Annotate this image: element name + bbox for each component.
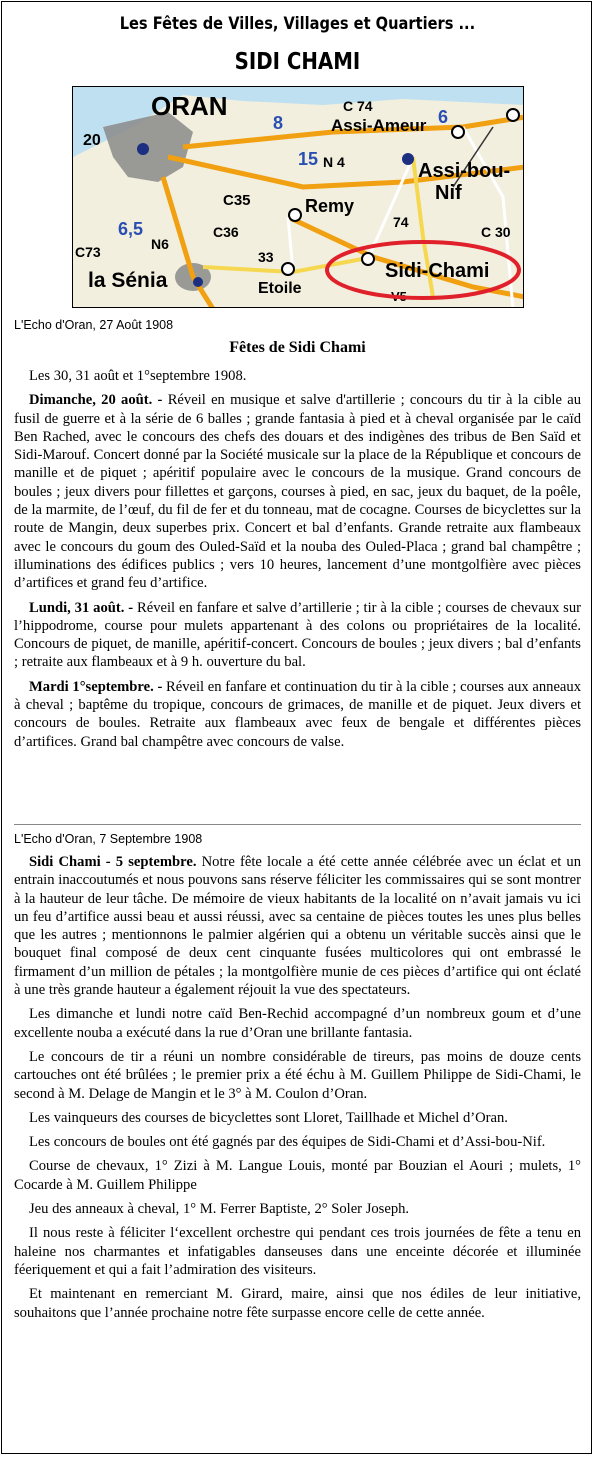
map-label-senia: la Sénia xyxy=(88,269,168,292)
map-node-etoile xyxy=(282,263,294,275)
map-label-assibounif-2: Nif xyxy=(435,182,462,204)
map-label-n6: N6 xyxy=(151,236,169,252)
article-paragraph: Jeu des anneaux à cheval, 1° M. Ferrer Baptiste, 2° Soler Joseph. xyxy=(29,1201,410,1218)
article-paragraph: Et maintenant en remerciant M. Girard, maire, ainsi que nos édiles de leur initiative, souhaitons que l’année prochaine notre fête surpasse encore celle de cette année. xyxy=(14,1286,581,1321)
map-label-remy: Remy xyxy=(305,196,355,216)
article-body-2 xyxy=(14,853,581,1328)
location-map xyxy=(72,86,524,308)
map-label-c73: C73 xyxy=(75,244,101,260)
map-node-senia xyxy=(193,277,203,287)
section-divider xyxy=(14,824,581,825)
article-paragraph: Sidi Chami - 5 septembre. Notre fête locale a été cette année célébrée avec un éclat et un entrain inaccoutumés et nous pouvons sans réserve féliciter les commissaires qui se sont montrer à la hauteur de leur tâche. De mémoire de vieux habitants de la localité on n’avait jamais vu ici un feu d’artifice aussi beau et aussi réussi, avec sa centaine de pièces toutes les unes plus belles que les autres ; mentionnons le palmier algérien qui a obtenu un véritable succès ainsi que le bouquet final composé de deux cent cinquante fusées multicolores qui ont embrassé le firmament d’un million de pétales ; la montgolfière munie de ces pièces d’artifice qui ont éclaté à une très grande hauteur a également réjouit la vue des spectateurs. xyxy=(14,854,581,999)
map-label-c30: C 30 xyxy=(481,224,511,240)
page-title: SIDI CHAMI xyxy=(234,49,361,75)
map-label-v5: V5 xyxy=(391,289,407,304)
article-heading: Fêtes de Sidi Chami xyxy=(229,339,366,356)
map-node-sidichami xyxy=(362,253,374,265)
map-label-oran: ORAN xyxy=(151,91,228,121)
article-paragraph: Le concours de tir a réuni un nombre considérable de tireurs, pas moins de douze cents cartouches ont été brûlées ; le premier prix a été échu à M. Guillem Philippe de Sidi-Chami, le second à M. Delage de Mangin et le 3° à M. Coulon d’Oran. xyxy=(14,1048,581,1102)
article-source: L'Echo d'Oran, 27 Août 1908 xyxy=(14,318,174,332)
map-node-remy xyxy=(289,209,301,221)
map-node-assi-ameur xyxy=(452,126,464,138)
map-label-assibounif-1: Assi-bou- xyxy=(418,160,511,182)
map-graphic xyxy=(73,87,524,308)
article-paragraph: Il nous reste à féliciter l‘excellent orchestre qui pendant ces trois journées de fête a tenu en haleine nos charmantes et infatigables danseuses dans une enceinte décorée et illuminée féeriquement et qui a fait l’admiration des visiteurs. xyxy=(14,1225,581,1278)
map-node-oran xyxy=(137,143,149,155)
map-label-33: 33 xyxy=(258,249,274,265)
map-label-n4: N 4 xyxy=(323,154,345,170)
map-label-15: 15 xyxy=(298,149,319,169)
article-body-1 xyxy=(14,367,581,757)
article-paragraph: Mardi 1°septembre. - Réveil en fanfare et continuation du tir à la cible ; courses aux anneaux à cheval ; baptême du tropique, concours de grimaces, de manille et de piquet. Jeux divers et concours de boules. Retraite aux flambeaux avec feux de bengale et différentes pièces d’artifices. Grand bal champêtre avec concours de valse. xyxy=(14,678,581,750)
article-paragraph: Course de chevaux, 1° Zizi à M. Langue Louis, monté par Bouzian el Aouri ; mulets, 1° Cocarde à M. Guillem Philippe xyxy=(14,1158,581,1193)
map-label-c36: C36 xyxy=(213,224,239,240)
map-label-assi-ameur: Assi-Ameur xyxy=(331,116,427,135)
map-label-c74: C 74 xyxy=(343,98,373,114)
map-label-65: 6,5 xyxy=(118,219,144,239)
map-label-8: 8 xyxy=(273,113,284,133)
map-label-20: 20 xyxy=(83,132,101,149)
article-source: L'Echo d'Oran, 7 Septembre 1908 xyxy=(14,832,203,846)
article-paragraph: Les concours de boules ont été gagnés par des équipes de Sidi-Chami et d’Assi-bou-Nif. xyxy=(29,1134,546,1151)
article-paragraph: Les vainqueurs des courses de bicyclettes sont Lloret, Taillhade et Michel d’Oran. xyxy=(29,1109,508,1126)
article-paragraph: Dimanche, 20 août. - Réveil en musique et salve d'artillerie ; concours du tir à la cible au fusil de guerre et à la série de 6 balles ; grande fantasia à pied et à cheval organisée par le caïd Ben Rached, avec le concours des chefs des douars et des indigènes des tribus de Ben Saïd et Sidi-Marouf. Concert donné par la Société musicale sur la place de la République et concours de manille et de piquet ; apéritif populaire avec le concours de la musique. Grand concours de boules ; jeux divers pour fillettes et garçons, courses à pied, en sac, jeux du baquet, de la poêle, de la marmite, de l’œuf, du fil de fer et du tonneau, mat de cocagne. Courses de bicyclettes sur la route de Mangin, deux superbes prix. Concert et bal d’enfants. Grande retraite aux flambeaux avec le concours du goum des Ouled-Saïd et la nouba des Ouled-Placa ; grand bal champêtre ; illuminations des édifices publics ; vers 10 heures, lancement d’une montgolfière avec pièces d’artifices et grand feu d’artifice. xyxy=(14,392,581,592)
map-label-c35: C35 xyxy=(223,192,251,209)
article-paragraph: Les dimanche et lundi notre caïd Ben-Rechid accompagné d’un nombreux goum et d’une excellente nouba a exécuté dans la rue d’Oran une brillante fantasia. xyxy=(14,1006,581,1041)
map-label-74: 74 xyxy=(393,214,409,230)
map-node-ne xyxy=(507,109,519,121)
map-label-sidichami: Sidi-Chami xyxy=(385,260,490,282)
article-intro: Les 30, 31 août et 1°septembre 1908. xyxy=(29,368,247,384)
article-paragraph: Lundi, 31 août. - Réveil en fanfare et salve d’artillerie ; tir à la cible ; courses de chevaux sur l’hippodrome, course pour mulets appartenant à des colons ou propriétaires de la localité. Concours de piquet, de manille, apéritif-concert. Concours de boules ; jeux divers ; bal d’enfants ; retraite aux flambeaux et à 9 h. ouverture du bal. xyxy=(14,599,581,671)
series-title: Les Fêtes de Villes, Villages et Quartiers ... xyxy=(119,14,476,34)
map-label-6: 6 xyxy=(438,107,449,127)
map-label-etoile: Etoile xyxy=(258,280,302,297)
map-node-assibounif xyxy=(402,153,414,165)
